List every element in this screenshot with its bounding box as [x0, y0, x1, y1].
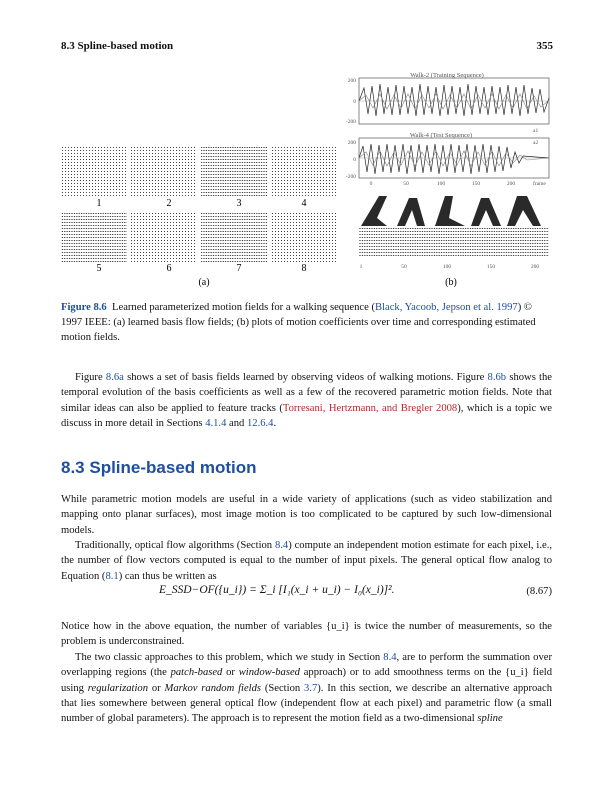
y-tick: 200 — [347, 78, 356, 84]
plot-top-curve-a1 — [359, 84, 549, 116]
basis-field — [201, 146, 267, 196]
basis-field — [271, 146, 337, 196]
running-header — [61, 40, 553, 52]
y-tick: 200 — [347, 140, 356, 146]
paragraph: Notice how in the above equation, the number of variables {u_i} is twice the number of measurements, so the problem is underconstrained. — [61, 621, 552, 648]
leg-silhouette — [507, 196, 541, 226]
basis-number: 3 — [236, 198, 242, 209]
coefficient-plots-panel — [346, 72, 549, 270]
equation-ref[interactable]: 8.1 — [105, 570, 119, 582]
y-tick: 0 — [353, 99, 356, 105]
plot-bottom-title: Walk-4 (Test Sequence) — [409, 132, 473, 139]
section-ref[interactable]: 8.4 — [383, 652, 397, 663]
x-tick: 0 — [369, 181, 373, 187]
paragraph: Figure 8.6a shows a set of basis fields learned by observing videos of walking motions. Figure 8.6b shows the temporal evolution of the basis coefficients as well as a few of the recovered parametric motion fields. Note that similar ideas can also be applied to feature tracks (Torresani, Hertzmann, and Bregler 2008), which is a topic we discuss in more detail in Sections 4.1.4 and 12.6.4. — [61, 372, 553, 429]
y-tick: -200 — [345, 119, 356, 125]
leg-silhouettes — [361, 196, 541, 226]
x-tick: 150 — [471, 181, 481, 187]
y-tick: 0 — [353, 157, 356, 163]
paragraph: The two classic approaches to this problem, which we study in Section 8.4, are to perform the summation over overlapping regions (the patch-based or window-based approach) or to add smoothness terms on the {u_i} field using regularization or Markov random fields (Section 3.7). In this section, we describe an alternative approach that lies somewhere between general optical flow (independent flow at each pixel) and parametric flow (a small number of global parameters). The approach is to represent the motion field as a two-dimensional spline — [61, 652, 553, 725]
basis-number: 8 — [301, 263, 307, 274]
motion-field-strip — [359, 228, 549, 258]
section-ref[interactable]: 12.6.4 — [246, 417, 274, 429]
caption-label: Figure 8.6 — [61, 302, 107, 313]
basis-field — [61, 213, 127, 263]
x-tick: 50 — [403, 181, 409, 187]
basis-field — [201, 213, 267, 263]
leg-silhouette — [471, 198, 501, 226]
equation-body: E_SSD−OF({u_i}) = Σ_i [I₁(x_i + u_i) − I₀(x_i)]². — [159, 584, 395, 596]
equation — [61, 584, 552, 610]
plot-top-title: Walk-2 (Training Sequence) — [410, 72, 484, 79]
caption-text: ) © 1997 IEEE: (a) learned basis flow fields; (b) plots of motion coefficients over time and corresponding estimated motion fields. — [61, 302, 536, 343]
legend-a2: a2 — [533, 140, 539, 146]
page-number: 355 — [536, 40, 553, 52]
panel-b-label: (b) — [445, 277, 457, 288]
y-tick: -200 — [345, 174, 356, 180]
figure-ref[interactable]: 8.6b — [487, 372, 507, 383]
frame-tick: 200 — [530, 264, 540, 270]
basis-field — [271, 213, 337, 263]
leg-silhouette — [397, 198, 425, 226]
basis-field — [131, 146, 197, 196]
frame-tick: 1 — [359, 264, 363, 270]
section-ref[interactable]: 8.4 — [274, 540, 289, 551]
citation-link[interactable]: Torresani, Hertzmann, and Bregler 2008 — [282, 402, 458, 414]
x-unit: frame — [533, 181, 546, 187]
section-title: 8.3 Spline-based motion — [61, 458, 257, 477]
figure-ref[interactable]: 8.6a — [105, 372, 124, 383]
x-tick: 100 — [436, 181, 446, 187]
basis-number: 1 — [96, 198, 102, 209]
caption-citation[interactable]: Black, Yacoob, Jepson et al. 1997 — [374, 302, 518, 313]
frame-tick: 150 — [486, 264, 496, 270]
basis-number: 2 — [166, 198, 172, 209]
panel-a-label: (a) — [198, 277, 210, 288]
basis-number: 6 — [166, 263, 172, 274]
figure-8-6 — [61, 68, 551, 288]
legend-a1: a1 — [533, 128, 539, 134]
basis-number: 4 — [301, 198, 307, 209]
section-ref[interactable]: 4.1.4 — [205, 417, 227, 429]
leg-silhouette — [361, 196, 387, 226]
figure-graphic — [61, 68, 551, 288]
section-ref[interactable]: 3.7 — [304, 682, 318, 694]
basis-number: 7 — [236, 263, 242, 274]
figure-caption — [61, 300, 552, 345]
header-section: 8.3 Spline-based motion — [61, 40, 174, 52]
frame-tick: 100 — [442, 264, 452, 270]
basis-number: 5 — [96, 263, 102, 274]
paragraph: While parametric motion models are useful in a wide variety of applications (such as video stabilization and mapping onto planar surfaces), most image motion is too complicated to be captured by such low-dimensional models. — [61, 494, 552, 536]
paragraph: Traditionally, optical flow algorithms (Section 8.4) compute an independent motion estimate for each pixel, i.e., the number of flow vectors computed is equal to the number of input pixels. The general optical flow analog to Equation (8.1) can thus be written as — [61, 540, 553, 582]
basis-fields-panel — [61, 146, 337, 274]
leg-silhouette — [435, 196, 465, 226]
equation-number: (8.67) — [526, 586, 552, 597]
basis-field — [131, 213, 197, 263]
caption-text: Learned parameterized motion fields for a walking sequence ( — [112, 302, 375, 313]
basis-field — [61, 146, 127, 196]
x-tick: 200 — [506, 181, 516, 187]
frame-tick: 50 — [401, 264, 407, 270]
